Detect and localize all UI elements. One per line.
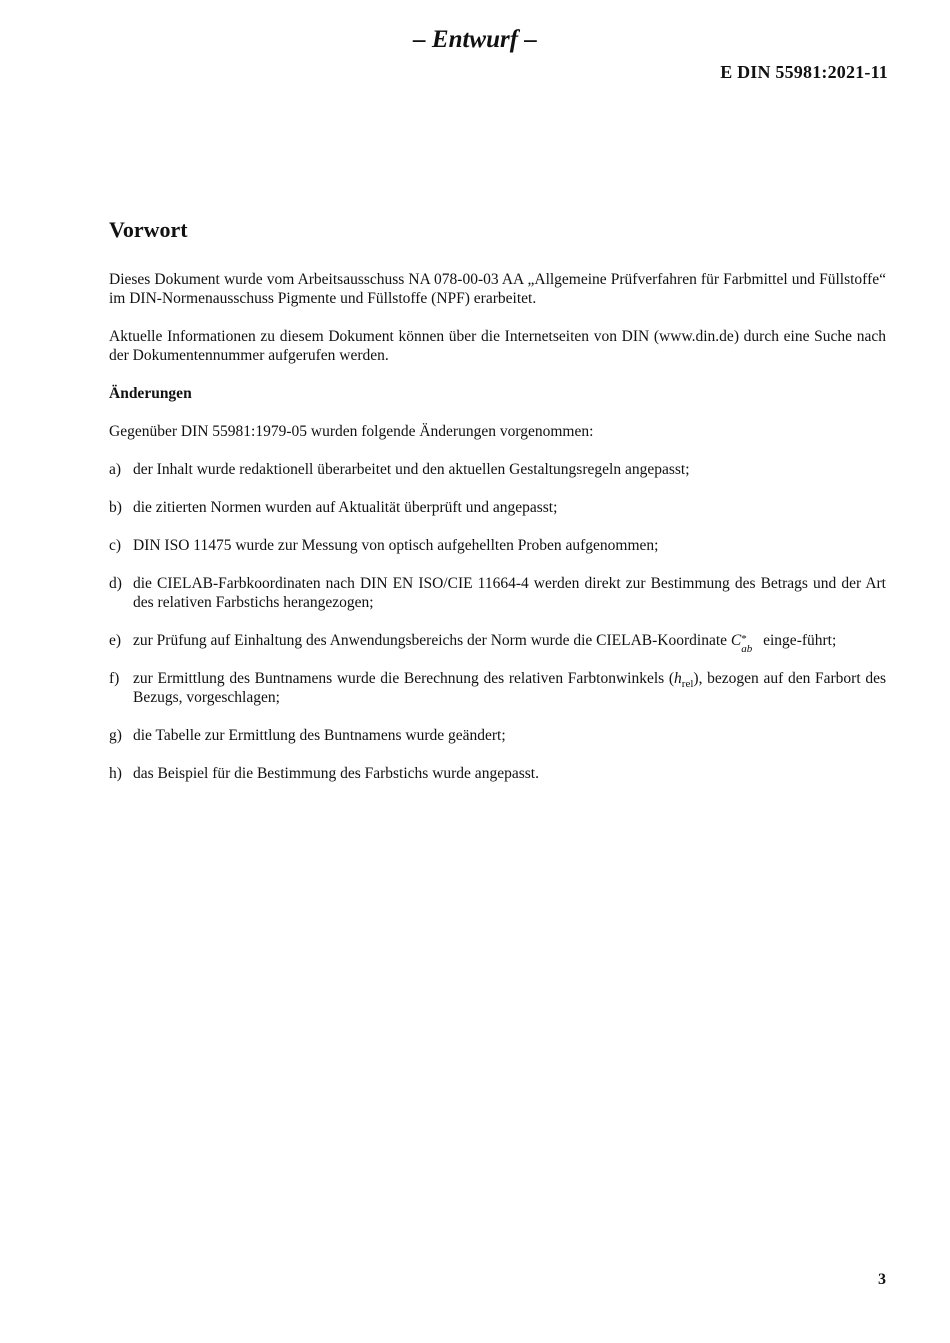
list-item [109,726,886,745]
list-item [109,460,886,479]
math-c-ab-star [730,632,759,655]
list-item-text: zur Prüfung auf Einhaltung des Anwendungsbereichs der Norm wurde die CIELAB-Koordinate [133,632,728,649]
paragraph-committee: Dieses Dokument wurde vom Arbeitsausschuss NA 078-00-03 AA „Allgemeine Prüfverfahren für Farbmittel und Füllstoffe“ im DIN-Normenausschuss Pigmente und Füllstoffe (NPF) erarbeitet. [109,271,886,307]
foreword-section [109,216,886,802]
list-item [109,574,886,612]
list-item [109,764,886,783]
math-subscript: ab [741,643,753,655]
list-item-label: a) [109,461,122,478]
list-item-label: h) [109,765,122,782]
paragraph-information: Aktuelle Informationen zu diesem Dokument können über die Internetseiten von DIN (www.din.de) durch eine Suche nach der Dokumentennummer aufgerufen werden. [109,328,886,364]
list-item-text: das Beispiel für die Bestimmung des Farbstichs wurde angepasst. [133,765,539,782]
list-item-text: DIN ISO 11475 wurde zur Messung von optisch aufgehellten Proben aufgenommen; [133,537,659,554]
list-item-label: f) [109,670,120,687]
list-item [109,631,886,655]
list-item-text: die CIELAB-Farbkoordinaten nach DIN EN ISO/CIE 11664-4 werden direkt zur Bestimmung des Betrags und der Art des relativen Farbstichs herangezogen; [133,575,886,611]
math-h-rel [674,670,694,691]
list-item-label: g) [109,727,122,744]
list-item [109,536,886,555]
page-number: 3 [878,1271,886,1288]
list-item [109,669,886,707]
draft-label: – Entwurf – [413,26,537,53]
list-item-label: c) [109,537,122,554]
section-title: Vorwort [109,217,188,242]
math-base: h [674,670,682,687]
list-item-label: d) [109,575,122,592]
list-item-text: die zitierten Normen wurden auf Aktualität überprüft und angepasst; [133,499,558,516]
changes-intro: Gegenüber DIN 55981:1979-05 wurden folgende Änderungen vorgenommen: [109,423,594,440]
list-item-label: e) [109,632,122,649]
list-item-text: der Inhalt wurde redaktionell überarbeitet und den aktuellen Gestaltungsregeln angepasst; [133,461,690,478]
list-item-text-after: ), bezogen auf den Farbort des Bezugs, vorgeschlagen; [133,670,886,706]
math-base: C [730,632,742,649]
document-id: E DIN 55981:2021-11 [720,62,888,82]
list-item [109,498,886,517]
math-subscript: rel [681,678,694,691]
changes-list [109,460,886,783]
list-item-label: b) [109,499,122,516]
list-item-text: zur Ermittlung des Buntnamens wurde die Berechnung des relativen Farbtonwinkels ( [133,670,675,687]
list-item-text: die Tabelle zur Ermittlung des Buntnamens wurde geändert; [133,727,506,744]
math-superscript: * [741,633,747,645]
changes-heading: Änderungen [109,385,192,402]
list-item-text-after: einge-führt; [763,632,837,649]
